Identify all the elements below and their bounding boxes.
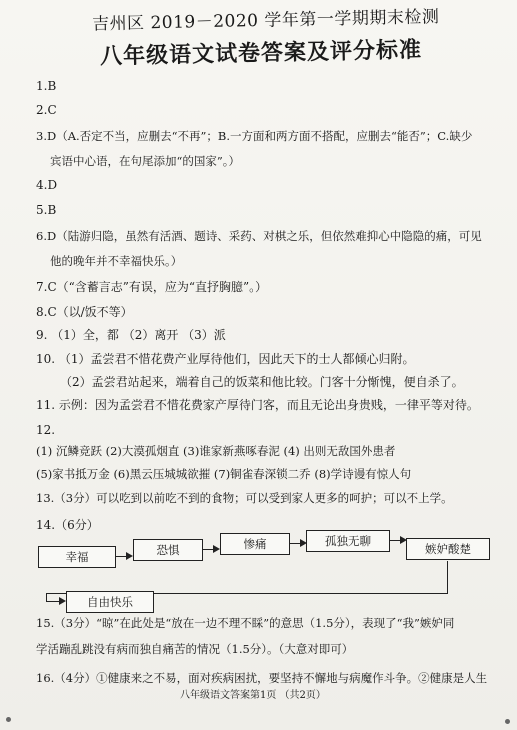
answer-3-line1: 3.D（A.否定不当，应删去“不再”；B.一方面和两方面不搭配，应删去“能否”；C.缺少 xyxy=(36,129,473,143)
flow-arrow xyxy=(46,601,64,602)
answer-6-line2: 他的晚年并不幸福快乐。） xyxy=(50,254,183,268)
flow-box-jealousy: 嫉妒酸楚 xyxy=(406,538,490,560)
answer-9: 9. （1）全，都 （2）离开 （3）派 xyxy=(36,328,226,342)
answer-14: 14.（6分） xyxy=(36,518,99,532)
flow-connector xyxy=(447,561,448,593)
answer-15-line1: 15.（3分）“晾”在此处是“放在一边不理不睬”的意思（1.5分），表现了“我”嫉妒同 xyxy=(36,616,455,630)
answer-6-line1: 6.D（陆游归隐，虽然有活酒、题诗、采药、对棋之乐，但依然难抑心中隐隐的痛，可见 xyxy=(36,229,482,243)
answer-12: 12. xyxy=(36,423,56,437)
answer-11: 11. 示例：因为孟尝君不惜花费家产厚待门客，而且无论出身贵贱，一律平等对待。 xyxy=(36,398,479,412)
flow-box-fear: 恐惧 xyxy=(133,539,203,561)
answer-12-row1: (1) 沉鳞竞跃 (2)大漠孤烟直 (3)谁家新燕啄春泥 (4) 出则无敌国外患者 xyxy=(36,444,396,458)
flow-box-lonely: 孤独无聊 xyxy=(306,530,390,552)
flow-arrow xyxy=(289,543,305,544)
flow-box-pain: 惨痛 xyxy=(220,533,290,555)
flow-arrow xyxy=(115,556,131,557)
answer-13: 13.（3分）可以吃到以前吃不到的食物；可以受到家人更多的呵护；可以不上学。 xyxy=(36,491,453,505)
flow-connector xyxy=(46,593,47,601)
answer-10-line1: 10. （1）孟尝君不惜花费产业厚待他们，因此天下的士人都倾心归附。 xyxy=(36,352,415,366)
page-title: 八年级语文试卷答案及评分标准 xyxy=(99,36,423,70)
answer-4: 4.D xyxy=(36,178,58,192)
scan-mark xyxy=(6,717,11,722)
flow-arrow xyxy=(389,540,405,541)
answer-15-line2: 学活蹦乱跳没有病而独自痛苦的情况（1.5分）。（大意对即可） xyxy=(36,642,354,656)
answer-7: 7.C（“含蓄言志”有误，应为“直抒胸臆”。） xyxy=(36,280,268,294)
flow-arrow xyxy=(202,549,218,550)
flow-box-freedom: 自由快乐 xyxy=(66,591,154,613)
answer-5: 5.B xyxy=(36,203,57,217)
page-footer: 八年级语文答案第1页 （共2页） xyxy=(180,690,326,701)
answer-10-line2: （2）孟尝君站起来，端着自己的饭菜和他比较。门客十分惭愧，便自杀了。 xyxy=(60,375,464,389)
exam-header: 吉州区 2019－2020 学年第一学期期末检测 xyxy=(91,7,440,35)
answer-8: 8.C（以/饭不等） xyxy=(36,305,133,319)
flow-box-happiness: 幸福 xyxy=(38,546,116,568)
answer-2: 2.C xyxy=(36,103,57,117)
scan-mark xyxy=(505,719,510,724)
answer-3-line2: 宾语中心语，在句尾添加“的国家”。） xyxy=(50,154,241,168)
answer-12-row2: (5)家书抵万金 (6)黑云压城城欲摧 (7)铜雀春深锁二乔 (8)学诗谩有惊人句 xyxy=(36,467,412,481)
answer-16: 16.（4分）①健康来之不易，面对疾病困扰，要坚持不懈地与病魔作斗争。②健康是人生 xyxy=(36,671,488,685)
answer-1: 1.B xyxy=(36,79,57,93)
